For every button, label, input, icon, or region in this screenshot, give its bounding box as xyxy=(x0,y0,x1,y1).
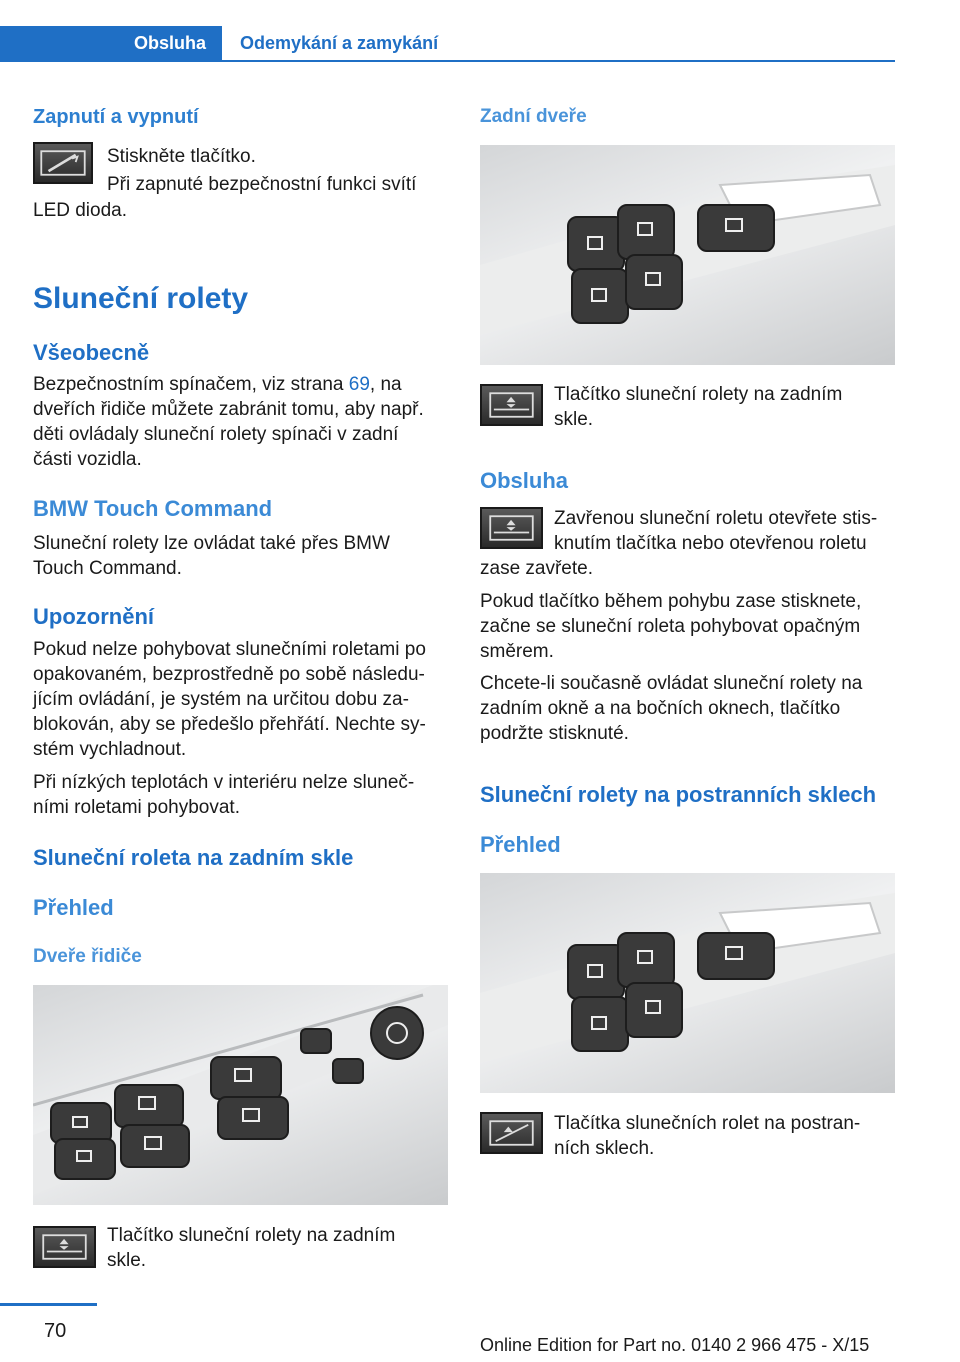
text-warning-1: Pokud nelze pohybovat slunečními roletami po xyxy=(33,639,426,660)
side-blind-button-icon xyxy=(480,1112,543,1154)
text-warning-2: opakovaném, bezprostředně po sobě následu- xyxy=(33,664,425,685)
text-op-6: směrem. xyxy=(480,641,554,662)
rear-blind-button-icon-2 xyxy=(480,384,543,426)
heading-warning: Upozornění xyxy=(33,604,154,629)
heading-rear-door: Zadní dveře xyxy=(480,106,587,127)
heading-sun-blinds: Sluneční rolety xyxy=(33,282,249,315)
caption-rear-2: skle. xyxy=(554,409,594,430)
text-general-2: dveřích řidiče můžete zabránit tomu, aby např. xyxy=(33,399,424,420)
text-led-1: Při zapnuté bezpečnostní funkci svítí xyxy=(107,174,417,195)
heading-driver-door: Dveře řidiče xyxy=(33,946,142,967)
text-led-2: LED dioda. xyxy=(33,200,128,221)
heading-side-blinds: Sluneční rolety na postranních sklech xyxy=(480,782,877,807)
rear-door-switches-photo xyxy=(480,145,895,365)
text-general-4: části vozidla. xyxy=(33,449,142,470)
caption-side-1: Tlačítka slunečních rolet na postran- xyxy=(554,1113,861,1134)
heading-general: Všeobecně xyxy=(33,340,150,365)
caption-rear-1: Tlačítko sluneční rolety na zadním xyxy=(554,384,843,405)
text-general-1b: , na xyxy=(369,374,402,395)
edition-line: Online Edition for Part no. 0140 2 966 475 - X/15 xyxy=(480,1335,870,1355)
text-warning-4: blokován, aby se předešlo přehřátí. Nechte sy- xyxy=(33,714,426,735)
heading-overview: Přehled xyxy=(33,895,114,920)
page-number: 70 xyxy=(44,1320,67,1342)
rear-blind-button-icon xyxy=(33,1226,96,1268)
driver-door-switches-photo xyxy=(33,985,448,1205)
page-link-69[interactable]: 69 xyxy=(348,374,370,395)
footer-divider xyxy=(0,1303,97,1306)
text-op-5: začne se sluneční roleta pohybovat opačným xyxy=(480,616,861,637)
text-touch-1: Sluneční rolety lze ovládat také přes BMW xyxy=(33,533,390,554)
text-general-1a: Bezpečnostním spínačem, viz strana xyxy=(33,374,349,395)
text-op-4: Pokud tlačítko během pohybu zase stisknete, xyxy=(480,591,862,612)
text-cold-2: ními roletami pohybovat. xyxy=(33,797,240,818)
caption-driver-1: Tlačítko sluneční rolety na zadním xyxy=(107,1225,396,1246)
text-cold-1: Při nízkých teplotách v interiéru nelze sluneč- xyxy=(33,772,415,793)
safety-switch-icon xyxy=(33,142,93,184)
tab-obsluha[interactable]: Obsluha xyxy=(0,26,222,62)
heading-touch-command: BMW Touch Command xyxy=(33,496,273,521)
text-touch-2: Touch Command. xyxy=(33,558,182,579)
text-op-3: zase zavřete. xyxy=(480,558,593,579)
text-general-1 xyxy=(33,372,402,397)
text-op-1: Zavřenou sluneční roletu otevřete stis- xyxy=(554,508,878,529)
text-press: Stiskněte tlačítko. xyxy=(107,146,256,167)
tab-odemykani[interactable]: Odemykání a zamykání xyxy=(240,33,439,53)
rear-door-side-switches-photo xyxy=(480,873,895,1093)
text-op-9: podržte stisknuté. xyxy=(480,723,629,744)
heading-overview-2: Přehled xyxy=(480,832,561,857)
heading-on-off: Zapnutí a vypnutí xyxy=(33,106,199,128)
header-divider xyxy=(0,60,895,62)
page-header xyxy=(0,0,960,64)
text-op-8: zadním okně a na bočních oknech, tlačítko xyxy=(480,698,841,719)
text-warning-5: stém vychladnout. xyxy=(33,739,187,760)
rear-blind-button-icon-3 xyxy=(480,507,543,549)
caption-side-2: ních sklech. xyxy=(554,1138,655,1159)
text-warning-3: jícím ovládání, je systém na určitou dobu za- xyxy=(33,689,409,710)
heading-rear-window-blind: Sluneční roleta na zadním skle xyxy=(33,845,354,870)
caption-driver-2: skle. xyxy=(107,1250,147,1271)
heading-operation: Obsluha xyxy=(480,468,569,493)
text-op-7: Chcete-li současně ovládat sluneční rolety na xyxy=(480,673,863,694)
text-op-2: knutím tlačítka nebo otevřenou roletu xyxy=(554,533,867,554)
text-general-3: děti ovládaly sluneční rolety spínači v zadní xyxy=(33,424,399,445)
